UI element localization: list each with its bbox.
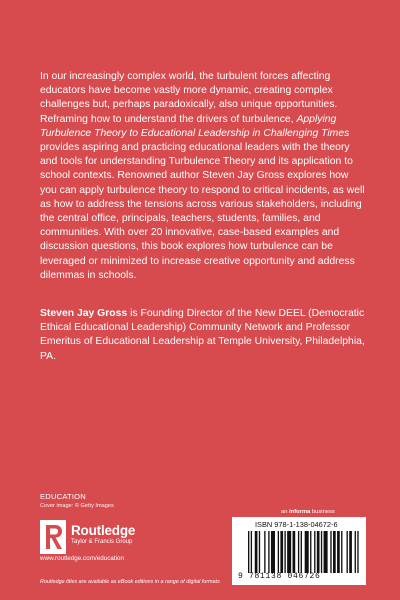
informa-suffix: business [310, 509, 335, 515]
barcode-bars [248, 531, 360, 573]
book-description [40, 70, 368, 283]
barcode-bar [321, 531, 322, 573]
barcode-bar [255, 531, 258, 573]
barcode-bar [349, 531, 352, 573]
barcode-bar [259, 531, 260, 573]
barcode-digits: 9 781138 046726 [238, 572, 321, 581]
informa-brand: informa [289, 509, 311, 515]
barcode-bar [341, 531, 342, 573]
barcode-bar [278, 531, 279, 573]
barcode-bar [330, 531, 331, 573]
barcode-bar [337, 531, 340, 573]
book-title: Applying Turbulence Theory to Educational Leadership in Challenging Times [40, 113, 350, 139]
description-text-intro: In our increasingly complex world, the turbulent forces affecting educators have become vastly more dynamic, creating complex challenges but, perhaps paradoxically, also unique opportunities. Reframing how to understand the drivers of turbulence, [40, 71, 338, 125]
barcode-bar [333, 531, 336, 573]
publisher-block [40, 518, 180, 562]
barcode-bar [264, 531, 265, 573]
barcode-bar [284, 531, 285, 573]
isbn-barcode [232, 517, 366, 585]
routledge-r-logo-icon [40, 520, 66, 554]
barcode-bar [280, 531, 283, 573]
isbn-label: ISBN 978-1-138-04672-6 [255, 520, 338, 529]
publisher-name: Routledge [71, 523, 136, 538]
publisher-group: Taylor & Francis Group [71, 539, 133, 545]
barcode-bar [298, 531, 299, 573]
cover-image-credit: Cover image: © Getty Images [40, 503, 114, 509]
barcode-bar [301, 531, 302, 573]
barcode-bar [357, 531, 358, 573]
author-bio [40, 307, 370, 364]
barcode-bar [251, 531, 252, 573]
author-bio-text: is Founding Director of the New DEEL (Democratic Ethical Educational Leadership) Community Network and Professor Emeritus of Educational Leadership at Temple University, Philadelphia, PA. [40, 308, 365, 362]
barcode-bar [310, 531, 311, 573]
description-text-body: provides aspiring and practicing educational leaders with the theory and tools for understanding Turbulence Theory and its application to school contexts. Renowned author Steven Jay Gross explores how you can apply turbulence theory to respond to critical incidents, as well as how to address the tensions across various stakeholders, including the central office, principals, teachers, students, families, and communities. With over 20 innovative, case-based examples and discussion questions, this book explores how turbulence can be leveraged or minimized to increase creative opportunity and address dilemmas in schools. [40, 142, 365, 281]
subject-category: EDUCATION [40, 492, 86, 501]
barcode-bar [293, 531, 296, 573]
barcode-bar [271, 531, 275, 573]
barcode-bar [355, 531, 356, 573]
barcode-bar [287, 531, 291, 573]
barcode-bar [305, 531, 309, 573]
barcode-bar [314, 531, 315, 573]
informa-prefix: an [281, 509, 290, 515]
barcode-bar [248, 531, 249, 573]
barcode-bar [317, 531, 320, 573]
barcode-bar [268, 531, 269, 573]
publisher-url[interactable]: www.routledge.com/education [40, 555, 125, 562]
informa-business-label [281, 509, 335, 515]
ebook-availability-note: Routledge titles are available as eBook editions in a range of digital formats [40, 579, 220, 585]
author-name: Steven Jay Gross [40, 308, 128, 319]
barcode-bar [347, 531, 348, 573]
barcode-bar [324, 531, 328, 573]
